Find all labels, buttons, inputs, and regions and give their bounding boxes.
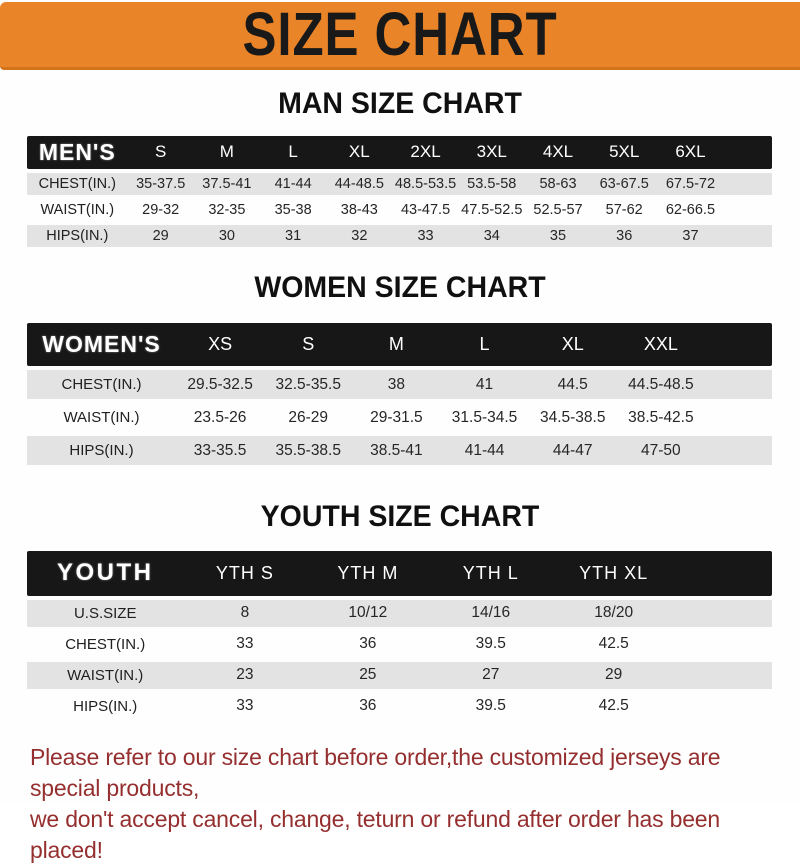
- value-cell: 35-37.5: [128, 173, 194, 195]
- size-column-header: YTH S: [183, 551, 306, 596]
- value-cell: 36: [359, 635, 377, 652]
- value-cell: 38: [352, 370, 440, 399]
- value-cell: 44.5: [529, 370, 617, 399]
- value-cell: 30: [194, 225, 260, 247]
- banner: [0, 2, 800, 70]
- value-cell: 18/20: [552, 600, 675, 627]
- value-cell: 37.5-41: [194, 173, 260, 195]
- table-row: [27, 225, 772, 247]
- size-column-header: 2XL: [392, 136, 458, 169]
- value-cell: 10/12: [306, 600, 429, 627]
- filler-cell: [675, 631, 772, 658]
- size-column-header: L: [440, 323, 528, 366]
- filler-cell: [705, 403, 772, 432]
- notice-line-1: Please refer to our size chart before order,the customized jerseys are special products,: [30, 743, 721, 801]
- value-cell: 53.5-58: [459, 173, 525, 195]
- value-cell: 29.5-32.5: [176, 370, 264, 399]
- section-men: [0, 87, 800, 251]
- size-column-header: 4XL: [525, 136, 591, 169]
- size-column-header: M: [352, 323, 440, 366]
- value-cell: 33: [236, 697, 254, 714]
- value-cell: 23: [183, 662, 306, 689]
- value-cell: 31.5-34.5: [451, 408, 518, 426]
- size-column-header: YTH M: [306, 551, 429, 596]
- value-cell: 32.5-35.5: [264, 370, 352, 399]
- value-cell: 44-48.5: [326, 173, 392, 195]
- value-cell: 8: [183, 600, 306, 627]
- value-cell: 38-43: [340, 201, 378, 218]
- table-row: [27, 370, 772, 399]
- row-label-cell: HIPS(IN.): [27, 436, 176, 465]
- size-column-header: S: [128, 136, 194, 169]
- table-row: [27, 173, 772, 195]
- row-label-cell: CHEST(IN.): [27, 370, 176, 399]
- filler-cell: [675, 693, 772, 720]
- row-label-cell: HIPS(IN.): [73, 697, 138, 715]
- value-cell: 63-67.5: [591, 173, 657, 195]
- size-column-header: L: [260, 136, 326, 169]
- value-cell: 39.5: [475, 697, 506, 714]
- value-cell: 67.5-72: [657, 173, 723, 195]
- row-label-cell: HIPS(IN.): [27, 225, 128, 247]
- youth-section-title: YOUTH SIZE CHART: [260, 500, 540, 533]
- size-column-header: XL: [529, 323, 617, 366]
- filler-cell: [724, 199, 772, 221]
- banner-title: SIZE CHART: [242, 0, 558, 69]
- row-label-cell: WAIST(IN.): [63, 409, 140, 426]
- value-cell: 32: [326, 225, 392, 247]
- value-cell: 35-38: [274, 201, 312, 218]
- value-cell: 29: [552, 662, 675, 689]
- value-cell: 36: [591, 225, 657, 247]
- table-row: [27, 403, 772, 432]
- value-cell: 14/16: [429, 600, 552, 627]
- size-column-header: YTH L: [429, 551, 552, 596]
- section-youth: [0, 500, 800, 724]
- table-row: [27, 600, 772, 627]
- table-title-cell: YOUTH: [27, 551, 183, 596]
- value-cell: 41-44: [440, 436, 528, 465]
- filler-cell: [705, 436, 772, 465]
- row-label-cell: WAIST(IN.): [27, 662, 183, 689]
- table-header-row: [27, 323, 772, 366]
- value-cell: 39.5: [475, 635, 506, 652]
- size-column-header: XL: [326, 136, 392, 169]
- value-cell: 37: [657, 225, 723, 247]
- section-women: [0, 271, 800, 470]
- value-cell: 32-35: [208, 201, 246, 218]
- value-cell: 25: [306, 662, 429, 689]
- value-cell: 33: [392, 225, 458, 247]
- value-cell: 44-47: [529, 436, 617, 465]
- value-cell: 27: [429, 662, 552, 689]
- table-row: [27, 693, 772, 720]
- table-row: [27, 631, 772, 658]
- value-cell: 26-29: [288, 408, 329, 426]
- women-section-title: WOMEN SIZE CHART: [254, 270, 546, 304]
- table-header-row: [27, 136, 772, 169]
- filler-cell: [724, 225, 772, 247]
- filler-cell: [675, 662, 772, 689]
- size-column-header: YTH XL: [552, 551, 675, 596]
- value-cell: 23.5-26: [193, 408, 247, 426]
- value-cell: 35: [525, 225, 591, 247]
- notice-line-2: we don't accept cancel, change, teturn or refund after order has been placed!: [30, 806, 720, 864]
- value-cell: 41: [440, 370, 528, 399]
- size-column-header: S: [264, 323, 352, 366]
- filler-cell: [675, 551, 772, 596]
- table-title-cell: WOMEN'S: [27, 323, 176, 366]
- size-column-header: 5XL: [591, 136, 657, 169]
- table-row: [27, 436, 772, 465]
- value-cell: 31: [260, 225, 326, 247]
- value-cell: 47-50: [617, 436, 705, 465]
- value-cell: 44.5-48.5: [617, 370, 705, 399]
- women-size-table: [27, 319, 772, 469]
- value-cell: 29: [128, 225, 194, 247]
- row-label-cell: U.S.SIZE: [27, 600, 183, 627]
- value-cell: 62-66.5: [665, 201, 716, 218]
- table-header-row: [27, 551, 772, 596]
- size-column-header: 3XL: [459, 136, 525, 169]
- value-cell: 33: [236, 635, 254, 652]
- value-cell: 29-31.5: [370, 408, 423, 426]
- table-title-cell: MEN'S: [27, 136, 128, 169]
- filler-cell: [724, 173, 772, 195]
- value-cell: 58-63: [525, 173, 591, 195]
- value-cell: 43-47.5: [400, 201, 451, 218]
- value-cell: 42.5: [598, 635, 629, 652]
- youth-size-table: [27, 547, 772, 724]
- size-column-header: XS: [176, 323, 264, 366]
- filler-cell: [675, 600, 772, 627]
- row-label-cell: CHEST(IN.): [27, 173, 128, 195]
- footer-notice: [30, 742, 772, 867]
- filler-cell: [705, 370, 772, 399]
- value-cell: 36: [359, 697, 377, 714]
- row-label-cell: CHEST(IN.): [65, 635, 146, 653]
- size-column-header: 6XL: [657, 136, 723, 169]
- value-cell: 48.5-53.5: [392, 173, 458, 195]
- value-cell: 57-62: [605, 201, 643, 218]
- value-cell: 41-44: [260, 173, 326, 195]
- value-cell: 42.5: [598, 697, 629, 714]
- value-cell: 34.5-38.5: [539, 408, 606, 426]
- size-column-header: M: [194, 136, 260, 169]
- filler-cell: [724, 136, 772, 169]
- value-cell: 52.5-57: [533, 201, 583, 218]
- men-size-table: [27, 132, 772, 251]
- value-cell: 47.5-52.5: [461, 201, 523, 218]
- table-row: [27, 662, 772, 689]
- size-column-header: XXL: [617, 323, 705, 366]
- filler-cell: [705, 323, 772, 366]
- men-section-title: MAN SIZE CHART: [278, 87, 522, 120]
- table-row: [27, 199, 772, 221]
- row-label-cell: WAIST(IN.): [40, 201, 115, 218]
- value-cell: 34: [459, 225, 525, 247]
- value-cell: 38.5-41: [352, 436, 440, 465]
- value-cell: 29-32: [142, 201, 180, 218]
- value-cell: 35.5-38.5: [264, 436, 352, 465]
- value-cell: 33-35.5: [176, 436, 264, 465]
- value-cell: 38.5-42.5: [628, 408, 694, 426]
